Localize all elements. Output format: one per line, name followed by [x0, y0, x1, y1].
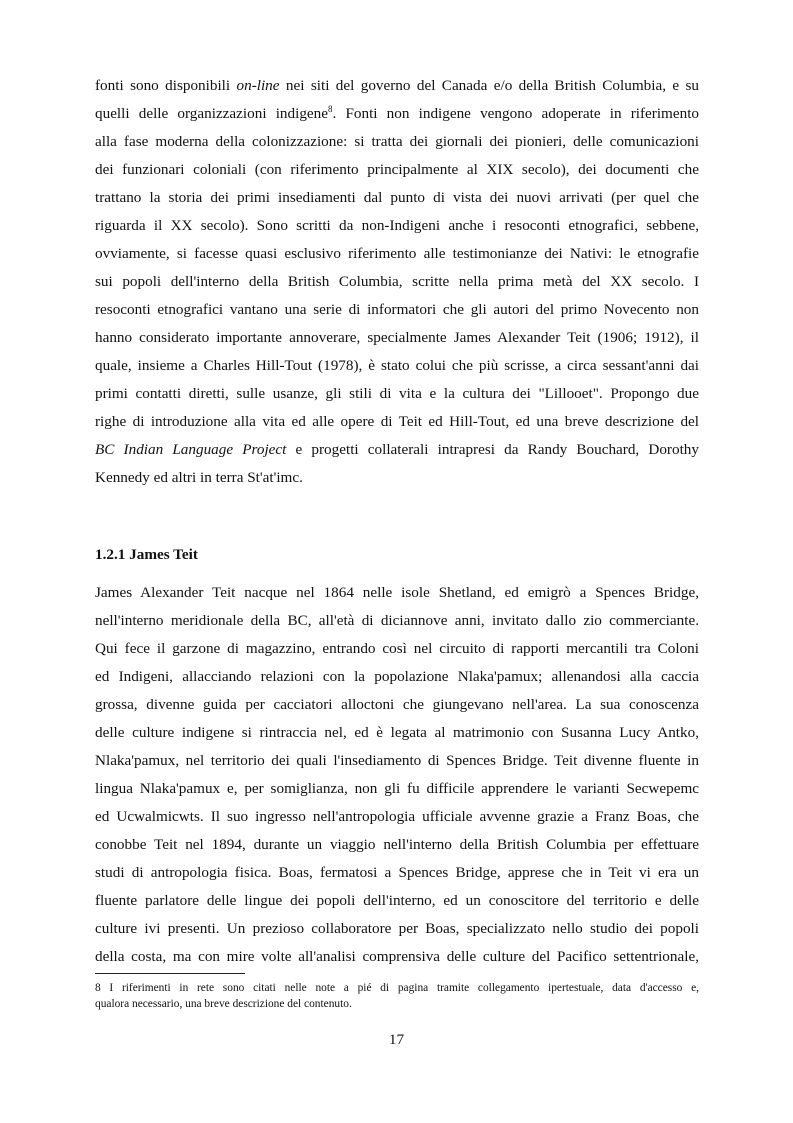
text-line: quelli delle organizzazioni indigene$^8$. Fonti non indigene vengono adoperate in riferimento	[95, 104, 700, 122]
footnote-divider	[95, 973, 245, 974]
text-line: BC Indian Language Project e progetti collaterali intrapresi da Randy Bouchard, Dorothy	[95, 441, 699, 458]
text-line: Kennedy ed altri in terra St'at'imc.	[95, 469, 303, 486]
text-line: fonti sono disponibili on-line nei siti del governo del Canada e/o della British Columbia, e su	[95, 77, 699, 94]
text-line: della costa, ma con mire volte all'analisi comprensiva delle culture del Pacifico settentrionale,	[95, 948, 699, 965]
text-line: righe di introduzione alla vita ed alle opere di Teit ed Hill-Tout, ed una breve descrizione del	[95, 413, 699, 430]
text-line: lingua Nlaka'pamux e, per somiglianza, non gli fu difficile apprendere le varianti Secwepemc	[95, 780, 699, 797]
text-line: ed Ucwalmicwts. Il suo ingresso nell'antropologia ufficiale avvenne grazie a Franz Boas, che	[95, 808, 699, 825]
text-line: riguarda il XX secolo). Sono scritti da non-Indigeni anche i resoconti etnografici, sebbene,	[95, 217, 699, 234]
text-line: resoconti etnografici vantano una serie di informatori che gli autori del primo Novecento non	[95, 301, 699, 318]
text-line: dei funzionari coloniali (con riferimento principalmente al XIX secolo), dei documenti che	[95, 161, 699, 178]
footnote-line: 8 I riferimenti in rete sono citati nelle note a pié di pagina tramite collegamento ipertestuale, data d'accesso e,	[95, 982, 699, 994]
text-line: trattano la storia dei primi insediamenti dal punto di vista dei nuovi arrivati (per quel che	[95, 189, 699, 206]
text-line: hanno considerato importante annoverare, specialmente James Alexander Teit (1906; 1912), il	[95, 329, 699, 346]
footnote-ref[interactable]: 8	[328, 104, 333, 114]
text-line: conobbe Teit nel 1894, durante un viaggio nell'interno della British Columbia per effettuare	[95, 836, 699, 853]
text-line: fluente parlatore delle lingue dei popoli dell'interno, ed un conoscitore del territorio e delle	[95, 892, 699, 909]
section-heading: 1.2.1 James Teit	[95, 546, 198, 563]
text-line: studi di antropologia fisica. Boas, fermatosi a Spences Bridge, apprese che in Teit vi era un	[95, 864, 699, 881]
text-line: sui popoli dell'interno della British Columbia, scritte nella prima metà del XX secolo. I	[95, 273, 699, 290]
text-line: culture ivi presenti. Un prezioso collaboratore per Boas, specializzato nello studio dei popoli	[95, 920, 699, 937]
footnote-line: qualora necessario, una breve descrizione del contenuto.	[95, 998, 352, 1010]
text-line: quale, insieme a Charles Hill-Tout (1978), è stato colui che più scrisse, a circa sessant'anni dai	[95, 357, 699, 374]
text-line: Qui fece il garzone di magazzino, entrando così nel circuito di rapporti mercantili tra Coloni	[95, 640, 699, 657]
text-line: ed Indigeni, allacciando relazioni con la popolazione Nlaka'pamux; allenandosi alla caccia	[95, 668, 699, 685]
text-line: Nlaka'pamux, nel territorio dei quali l'insediamento di Spences Bridge. Teit divenne fluente in	[95, 752, 699, 769]
text-line: ovviamente, si facesse quasi esclusivo riferimento alle testimonianze dei Nativi: le etnografie	[95, 245, 699, 262]
page-number: 17	[388, 1031, 405, 1048]
text-line: alla fase moderna della colonizzazione: si tratta dei giornali dei pionieri, delle comunicazioni	[95, 133, 699, 150]
text-line: delle culture indigene si rintraccia nel, ed è legata al matrimonio con Susanna Lucy Antko,	[95, 724, 699, 741]
text-line: grossa, divenne guida per cacciatori alloctoni che giungevano nell'area. La sua conoscenza	[95, 696, 699, 713]
text-line: nell'interno meridionale della BC, all'età di diciannove anni, invitato dallo zio commerciante.	[95, 612, 699, 629]
italic-title: BC Indian Language Project	[95, 441, 287, 458]
text-line: primi contatti diretti, sulle usanze, gli stili di vita e la cultura dei "Lillooet". Propongo due	[95, 385, 699, 402]
italic-term: on-line	[236, 77, 280, 94]
text-line: James Alexander Teit nacque nel 1864 nelle isole Shetland, ed emigrò a Spences Bridge,	[95, 584, 699, 601]
